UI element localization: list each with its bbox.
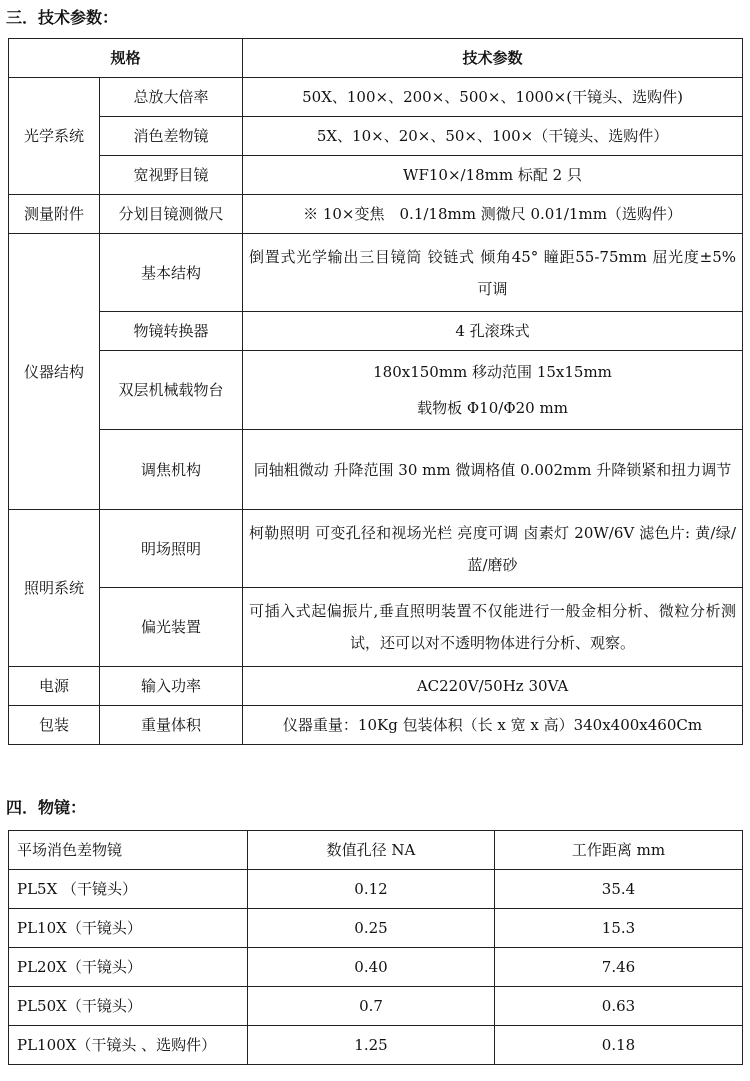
spec-value: WF10×/18mm 标配 2 只 — [243, 156, 743, 195]
table-row — [9, 909, 743, 948]
objective-na: 0.12 — [248, 870, 495, 909]
spec-table — [8, 38, 743, 745]
spec-item: 调焦机构 — [100, 430, 243, 510]
spec-value: 可插入式起偏振片,垂直照明装置不仅能进行一般金相分析、微粒分析测试，还可以对不透明物体进行分析、观察。 — [243, 588, 743, 667]
spec-item: 偏光装置 — [100, 588, 243, 667]
objective-na: 1.25 — [248, 1026, 495, 1065]
objective-header-distance: 工作距离 mm — [495, 831, 743, 870]
table-row — [9, 234, 743, 312]
table-row — [9, 78, 743, 117]
stage-line-1: 180x150mm 移动范围 15x15mm — [373, 363, 612, 381]
objective-name: PL5X （干镜头） — [9, 870, 248, 909]
spec-item: 输入功率 — [100, 667, 243, 706]
spec-value: 仪器重量：10Kg 包装体积（长 x 宽 x 高）340x400x460Cm — [243, 706, 743, 745]
group-power: 电源 — [9, 667, 100, 706]
objective-distance: 15.3 — [495, 909, 743, 948]
table-row — [9, 588, 743, 667]
spec-header-row — [9, 39, 743, 78]
table-row — [9, 987, 743, 1026]
spec-value: 同轴粗微动 升降范围 30 mm 微调格值 0.002mm 升降锁紧和扭力调节 — [243, 430, 743, 510]
spec-item: 宽视野目镜 — [100, 156, 243, 195]
spec-item: 重量体积 — [100, 706, 243, 745]
group-structure: 仪器结构 — [9, 234, 100, 510]
spec-value: ※ 10×变焦 0.1/18mm 测微尺 0.01/1mm（选购件） — [243, 195, 743, 234]
spec-item: 分划目镜测微尺 — [100, 195, 243, 234]
table-row — [9, 351, 743, 430]
table-row — [9, 430, 743, 510]
table-row — [9, 948, 743, 987]
table-row — [9, 706, 743, 745]
objective-header-row — [9, 831, 743, 870]
table-row — [9, 1026, 743, 1065]
objective-table — [8, 830, 743, 1065]
table-row — [9, 195, 743, 234]
spec-item: 双层机械载物台 — [100, 351, 243, 430]
stage-line-2: 载物板 Φ10/Φ20 mm — [417, 399, 568, 417]
objective-name: PL10X（干镜头） — [9, 909, 248, 948]
spec-value: 柯勒照明 可变孔径和视场光栏 亮度可调 卤素灯 20W/6V 滤色片: 黄/绿/蓝/磨砂 — [243, 510, 743, 588]
section-3-heading: 三．技术参数： — [6, 8, 119, 27]
section-4-heading: 四．物镜： — [6, 798, 87, 817]
spec-value: 50X、100×、200×、500×、1000×(干镜头、选购件) — [243, 78, 743, 117]
objective-distance: 35.4 — [495, 870, 743, 909]
objective-name: PL20X（干镜头） — [9, 948, 248, 987]
group-optical: 光学系统 — [9, 78, 100, 195]
objective-header-na: 数值孔径 NA — [248, 831, 495, 870]
objective-name: PL100X（干镜头 、选购件） — [9, 1026, 248, 1065]
group-lighting: 照明系统 — [9, 510, 100, 667]
spec-value: 倒置式光学输出三目镜筒 铰链式 倾角45° 瞳距55-75mm 屈光度±5% 可调 — [243, 234, 743, 312]
spec-value — [243, 351, 743, 430]
spec-header-params: 技术参数 — [243, 39, 743, 78]
table-row — [9, 510, 743, 588]
objective-distance: 0.63 — [495, 987, 743, 1026]
spec-item: 明场照明 — [100, 510, 243, 588]
spec-item: 总放大倍率 — [100, 78, 243, 117]
table-row — [9, 156, 743, 195]
table-row — [9, 117, 743, 156]
objective-na: 0.25 — [248, 909, 495, 948]
table-row — [9, 312, 743, 351]
spec-value: 5X、10×、20×、50×、100×（干镜头、选购件） — [243, 117, 743, 156]
objective-na: 0.40 — [248, 948, 495, 987]
objective-name: PL50X（干镜头） — [9, 987, 248, 1026]
objective-na: 0.7 — [248, 987, 495, 1026]
group-package: 包装 — [9, 706, 100, 745]
group-measure: 测量附件 — [9, 195, 100, 234]
objective-distance: 7.46 — [495, 948, 743, 987]
objective-distance: 0.18 — [495, 1026, 743, 1065]
spec-item: 物镜转换器 — [100, 312, 243, 351]
spec-item: 基本结构 — [100, 234, 243, 312]
objective-header-type: 平场消色差物镜 — [9, 831, 248, 870]
spec-header-spec: 规格 — [9, 39, 243, 78]
spec-value: AC220V/50Hz 30VA — [243, 667, 743, 706]
table-row — [9, 870, 743, 909]
table-row — [9, 667, 743, 706]
spec-item: 消色差物镜 — [100, 117, 243, 156]
spec-value: 4 孔滚珠式 — [243, 312, 743, 351]
